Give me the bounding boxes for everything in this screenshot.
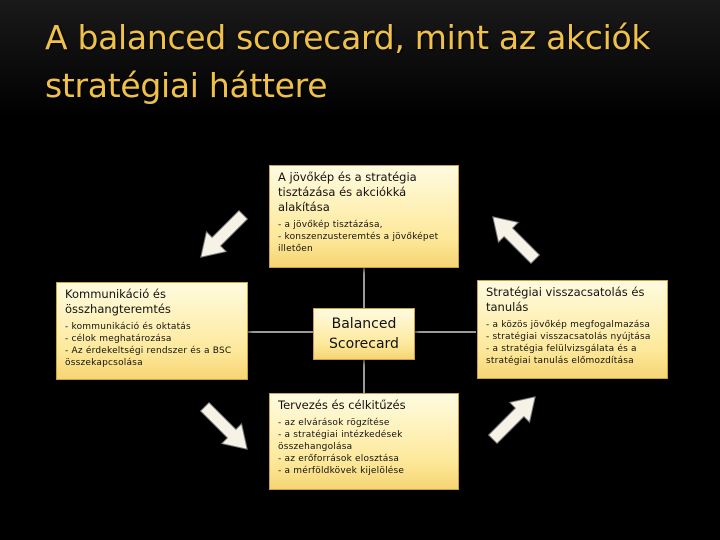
arrow-top-left: [191, 205, 253, 267]
box-planning-item: - a mérföldkövek kijelölése: [278, 466, 405, 476]
box-vision-strategy-item: - konszenzusteremtés a jövőképet illetően: [278, 232, 439, 254]
box-planning-item: - az elvárások rögzítése: [278, 418, 390, 428]
box-feedback-learning: [477, 280, 668, 379]
center-label: Balanced Scorecard: [329, 316, 399, 352]
box-vision-strategy-heading: A jövőkép és a stratégia tisztázása és akciókká alakítása: [278, 170, 417, 214]
box-planning-heading: Tervezés és célkitűzés: [278, 398, 406, 412]
box-feedback-learning-item: - a stratégia felülvizsgálata és a stratégiai tanulás előmozdítása: [486, 344, 637, 366]
box-communication-heading: Kommunikáció és összhangteremtés: [65, 287, 171, 316]
arrow-top-right: [483, 207, 545, 269]
box-planning: [269, 393, 459, 490]
box-vision-strategy: [269, 165, 459, 268]
box-communication: [56, 282, 248, 380]
box-feedback-learning-item: - stratégiai visszacsatolás nyújtása: [486, 332, 651, 342]
box-planning-item: - az erőforrások elosztása: [278, 454, 400, 464]
center-balanced-scorecard: [313, 308, 415, 360]
box-communication-item: - kommunikáció és oktatás: [65, 322, 191, 332]
box-communication-item: - Az érdekeltségi rendszer és a BSC összekapcsolása: [65, 346, 232, 368]
box-vision-strategy-item: - a jövőkép tisztázása,: [278, 220, 383, 230]
box-communication-item: - célok meghatározása: [65, 334, 172, 344]
box-planning-item: - a stratégiai intézkedések összehangolása: [278, 430, 403, 452]
slide-title: A balanced scorecard, mint az akciók stratégiai háttere: [45, 18, 651, 105]
arrow-bottom-right: [483, 387, 545, 449]
box-feedback-learning-item: - a közös jövőkép megfogalmazása: [486, 320, 651, 330]
box-feedback-learning-heading: Stratégiai visszacsatolás és tanulás: [486, 285, 645, 314]
arrow-bottom-left: [195, 397, 257, 459]
